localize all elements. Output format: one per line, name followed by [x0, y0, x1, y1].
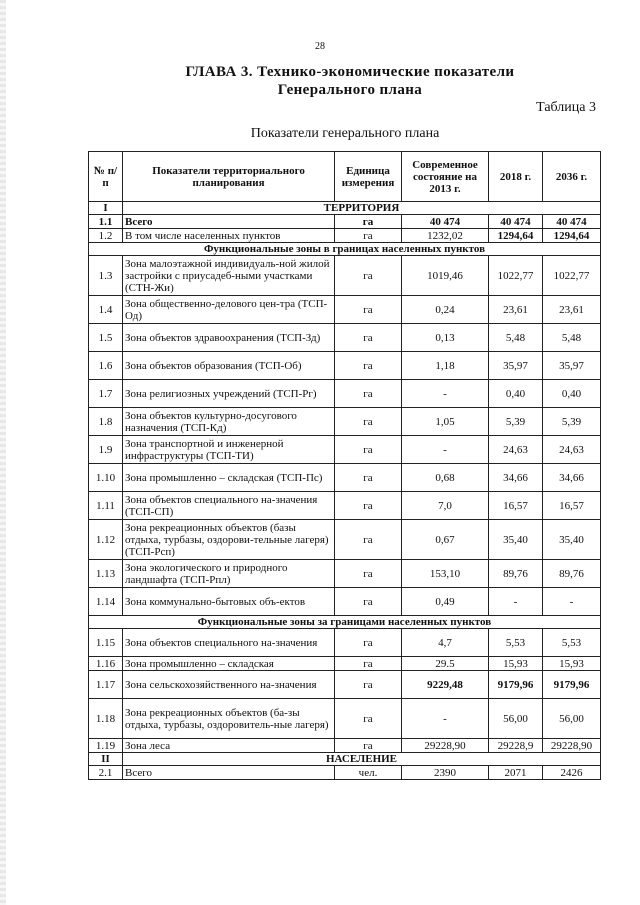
table-body [89, 202, 601, 780]
row-current: 1,18 [402, 352, 489, 380]
row-unit: га [335, 657, 402, 671]
subsection-row [89, 616, 601, 629]
row-unit: га [335, 352, 402, 380]
table-row [89, 766, 601, 780]
table-row [89, 588, 601, 616]
row-2036: 35,97 [543, 352, 601, 380]
row-2036: 1022,77 [543, 256, 601, 296]
row-current: 40 474 [402, 215, 489, 229]
row-current: 2390 [402, 766, 489, 780]
row-name: Зона религиозных учреждений (ТСП-Рг) [123, 380, 335, 408]
row-unit: га [335, 464, 402, 492]
header-name: Показатели территориального планирования [123, 152, 335, 202]
row-unit: чел. [335, 766, 402, 780]
row-num: 1.5 [89, 324, 123, 352]
row-current: 153,10 [402, 560, 489, 588]
table-row [89, 699, 601, 739]
table-row [89, 296, 601, 324]
row-2018: 16,57 [489, 492, 543, 520]
row-current: - [402, 699, 489, 739]
row-unit: га [335, 588, 402, 616]
row-num: 1.11 [89, 492, 123, 520]
header-num: № п/п [89, 152, 123, 202]
row-current: - [402, 436, 489, 464]
row-current: 4,7 [402, 629, 489, 657]
page-number: 28 [315, 41, 325, 52]
row-name: Зона транспортной и инженерной инфраструктуры (ТСП-ТИ) [123, 436, 335, 464]
chapter-title-line2: Генерального плана [277, 82, 423, 98]
row-num: 1.12 [89, 520, 123, 560]
table-row [89, 560, 601, 588]
row-name: Зона малоэтажной индивидуаль-ной жилой застройки с приусадеб-ными участками (СТН-Жи) [123, 256, 335, 296]
row-unit: га [335, 629, 402, 657]
row-2018: 35,97 [489, 352, 543, 380]
row-2036: 40 474 [543, 215, 601, 229]
row-name: Зона объектов специального на-значения (ТСП-СП) [123, 492, 335, 520]
section-label: ТЕРРИТОРИЯ [123, 202, 601, 215]
row-name: Всего [123, 766, 335, 780]
row-name: Зона общественно-делового цен-тра (ТСП-Од) [123, 296, 335, 324]
row-name: Зона рекреационных объектов (ба-зы отдыха, турбазы, оздоровитель-ные лагеря) [123, 699, 335, 739]
row-name: Зона сельскохозяйственного на-значения [123, 671, 335, 699]
section-num: II [89, 753, 123, 766]
row-name: Зона рекреационных объектов (базы отдыха, турбазы, оздорови-тельные лагеря) (ТСП-Рсп) [123, 520, 335, 560]
row-unit: га [335, 324, 402, 352]
row-current: 0,13 [402, 324, 489, 352]
row-2018: 56,00 [489, 699, 543, 739]
row-name: Зона коммунально-бытовых объ-ектов [123, 588, 335, 616]
row-num: 2.1 [89, 766, 123, 780]
row-2036: 0,40 [543, 380, 601, 408]
row-2018: 1022,77 [489, 256, 543, 296]
row-2036: 56,00 [543, 699, 601, 739]
row-current: 9229,48 [402, 671, 489, 699]
table-title: Показатели генерального плана [250, 126, 440, 141]
table-row [89, 215, 601, 229]
row-2018: 2071 [489, 766, 543, 780]
section-label: НАСЕЛЕНИЕ [123, 753, 601, 766]
row-num: 1.15 [89, 629, 123, 657]
section-num: I [89, 202, 123, 215]
row-num: 1.14 [89, 588, 123, 616]
row-2018: 5,53 [489, 629, 543, 657]
row-name: Зона объектов культурно-досугового назначения (ТСП-Кд) [123, 408, 335, 436]
row-num: 1.7 [89, 380, 123, 408]
row-current: 1232,02 [402, 229, 489, 243]
table-row [89, 380, 601, 408]
row-2018: 24,63 [489, 436, 543, 464]
row-2036: 89,76 [543, 560, 601, 588]
row-name: Зона объектов образования (ТСП-Об) [123, 352, 335, 380]
row-num: 1.1 [89, 215, 123, 229]
header-2018: 2018 г. [489, 152, 543, 202]
row-2018: 35,40 [489, 520, 543, 560]
row-unit: га [335, 408, 402, 436]
row-2018: 15,93 [489, 657, 543, 671]
row-unit: га [335, 436, 402, 464]
row-unit: га [335, 699, 402, 739]
table-row [89, 492, 601, 520]
row-unit: га [335, 296, 402, 324]
row-num: 1.17 [89, 671, 123, 699]
row-name: Зона экологического и природного ландшафта (ТСП-Рпл) [123, 560, 335, 588]
row-current: 7,0 [402, 492, 489, 520]
row-num: 1.2 [89, 229, 123, 243]
row-2018: 0,40 [489, 380, 543, 408]
subsection-label: Функциональные зоны за границами населенных пунктов [89, 616, 601, 629]
section-row [89, 202, 601, 215]
row-2018: 5,39 [489, 408, 543, 436]
row-2018: - [489, 588, 543, 616]
row-num: 1.16 [89, 657, 123, 671]
row-name: Зона леса [123, 739, 335, 753]
row-2036: 16,57 [543, 492, 601, 520]
table-row [89, 657, 601, 671]
row-name: Зона промышленно – складская [123, 657, 335, 671]
row-num: 1.10 [89, 464, 123, 492]
row-2036: 2426 [543, 766, 601, 780]
row-2036: 5,39 [543, 408, 601, 436]
table-row [89, 352, 601, 380]
row-2036: 24,63 [543, 436, 601, 464]
row-num: 1.8 [89, 408, 123, 436]
row-2036: - [543, 588, 601, 616]
row-unit: га [335, 560, 402, 588]
table-row [89, 629, 601, 657]
row-unit: га [335, 520, 402, 560]
table-row [89, 229, 601, 243]
row-2036: 34,66 [543, 464, 601, 492]
row-2036: 23,61 [543, 296, 601, 324]
row-2036: 9179,96 [543, 671, 601, 699]
table-row [89, 436, 601, 464]
row-2036: 5,48 [543, 324, 601, 352]
table-row [89, 408, 601, 436]
row-2018: 5,48 [489, 324, 543, 352]
row-current: 0,68 [402, 464, 489, 492]
row-2018: 89,76 [489, 560, 543, 588]
row-current: 0,67 [402, 520, 489, 560]
row-current: 0,24 [402, 296, 489, 324]
table-row [89, 520, 601, 560]
row-name: Зона промышленно – складская (ТСП-Пс) [123, 464, 335, 492]
subsection-label: Функциональные зоны в границах населенных пунктов [89, 243, 601, 256]
row-num: 1.9 [89, 436, 123, 464]
row-unit: га [335, 215, 402, 229]
row-2018: 1294,64 [489, 229, 543, 243]
row-2018: 9179,96 [489, 671, 543, 699]
table-caption: Таблица 3 [536, 100, 596, 115]
table-row [89, 324, 601, 352]
row-2018: 34,66 [489, 464, 543, 492]
row-num: 1.19 [89, 739, 123, 753]
row-num: 1.13 [89, 560, 123, 588]
row-name: Всего [123, 215, 335, 229]
subsection-row [89, 243, 601, 256]
row-current: - [402, 380, 489, 408]
header-unit: Единица измерения [335, 152, 402, 202]
row-unit: га [335, 229, 402, 243]
header-current: Современное состояние на 2013 г. [402, 152, 489, 202]
indicators-table [88, 151, 601, 780]
row-2018: 40 474 [489, 215, 543, 229]
row-current: 1,05 [402, 408, 489, 436]
row-2018: 23,61 [489, 296, 543, 324]
row-2036: 1294,64 [543, 229, 601, 243]
row-unit: га [335, 739, 402, 753]
row-name: В том числе населенных пунктов [123, 229, 335, 243]
row-2036: 35,40 [543, 520, 601, 560]
row-num: 1.6 [89, 352, 123, 380]
row-unit: га [335, 380, 402, 408]
row-num: 1.3 [89, 256, 123, 296]
chapter-title-line1: ГЛАВА 3. Технико-экономические показатели [185, 64, 515, 80]
row-unit: га [335, 671, 402, 699]
table-row [89, 739, 601, 753]
row-2036: 5,53 [543, 629, 601, 657]
header-2036: 2036 г. [543, 152, 601, 202]
chapter-title [140, 63, 560, 99]
table-header-row [89, 152, 601, 202]
table-row [89, 464, 601, 492]
row-2036: 29228,90 [543, 739, 601, 753]
row-num: 1.18 [89, 699, 123, 739]
row-unit: га [335, 256, 402, 296]
row-2036: 15,93 [543, 657, 601, 671]
row-num: 1.4 [89, 296, 123, 324]
table-row [89, 256, 601, 296]
row-current: 0,49 [402, 588, 489, 616]
section-row [89, 753, 601, 766]
row-name: Зона объектов здравоохранения (ТСП-Зд) [123, 324, 335, 352]
row-2018: 29228,9 [489, 739, 543, 753]
row-name: Зона объектов специального на-значения [123, 629, 335, 657]
row-current: 1019,46 [402, 256, 489, 296]
table-row [89, 671, 601, 699]
row-current: 29.5 [402, 657, 489, 671]
row-unit: га [335, 492, 402, 520]
row-current: 29228,90 [402, 739, 489, 753]
